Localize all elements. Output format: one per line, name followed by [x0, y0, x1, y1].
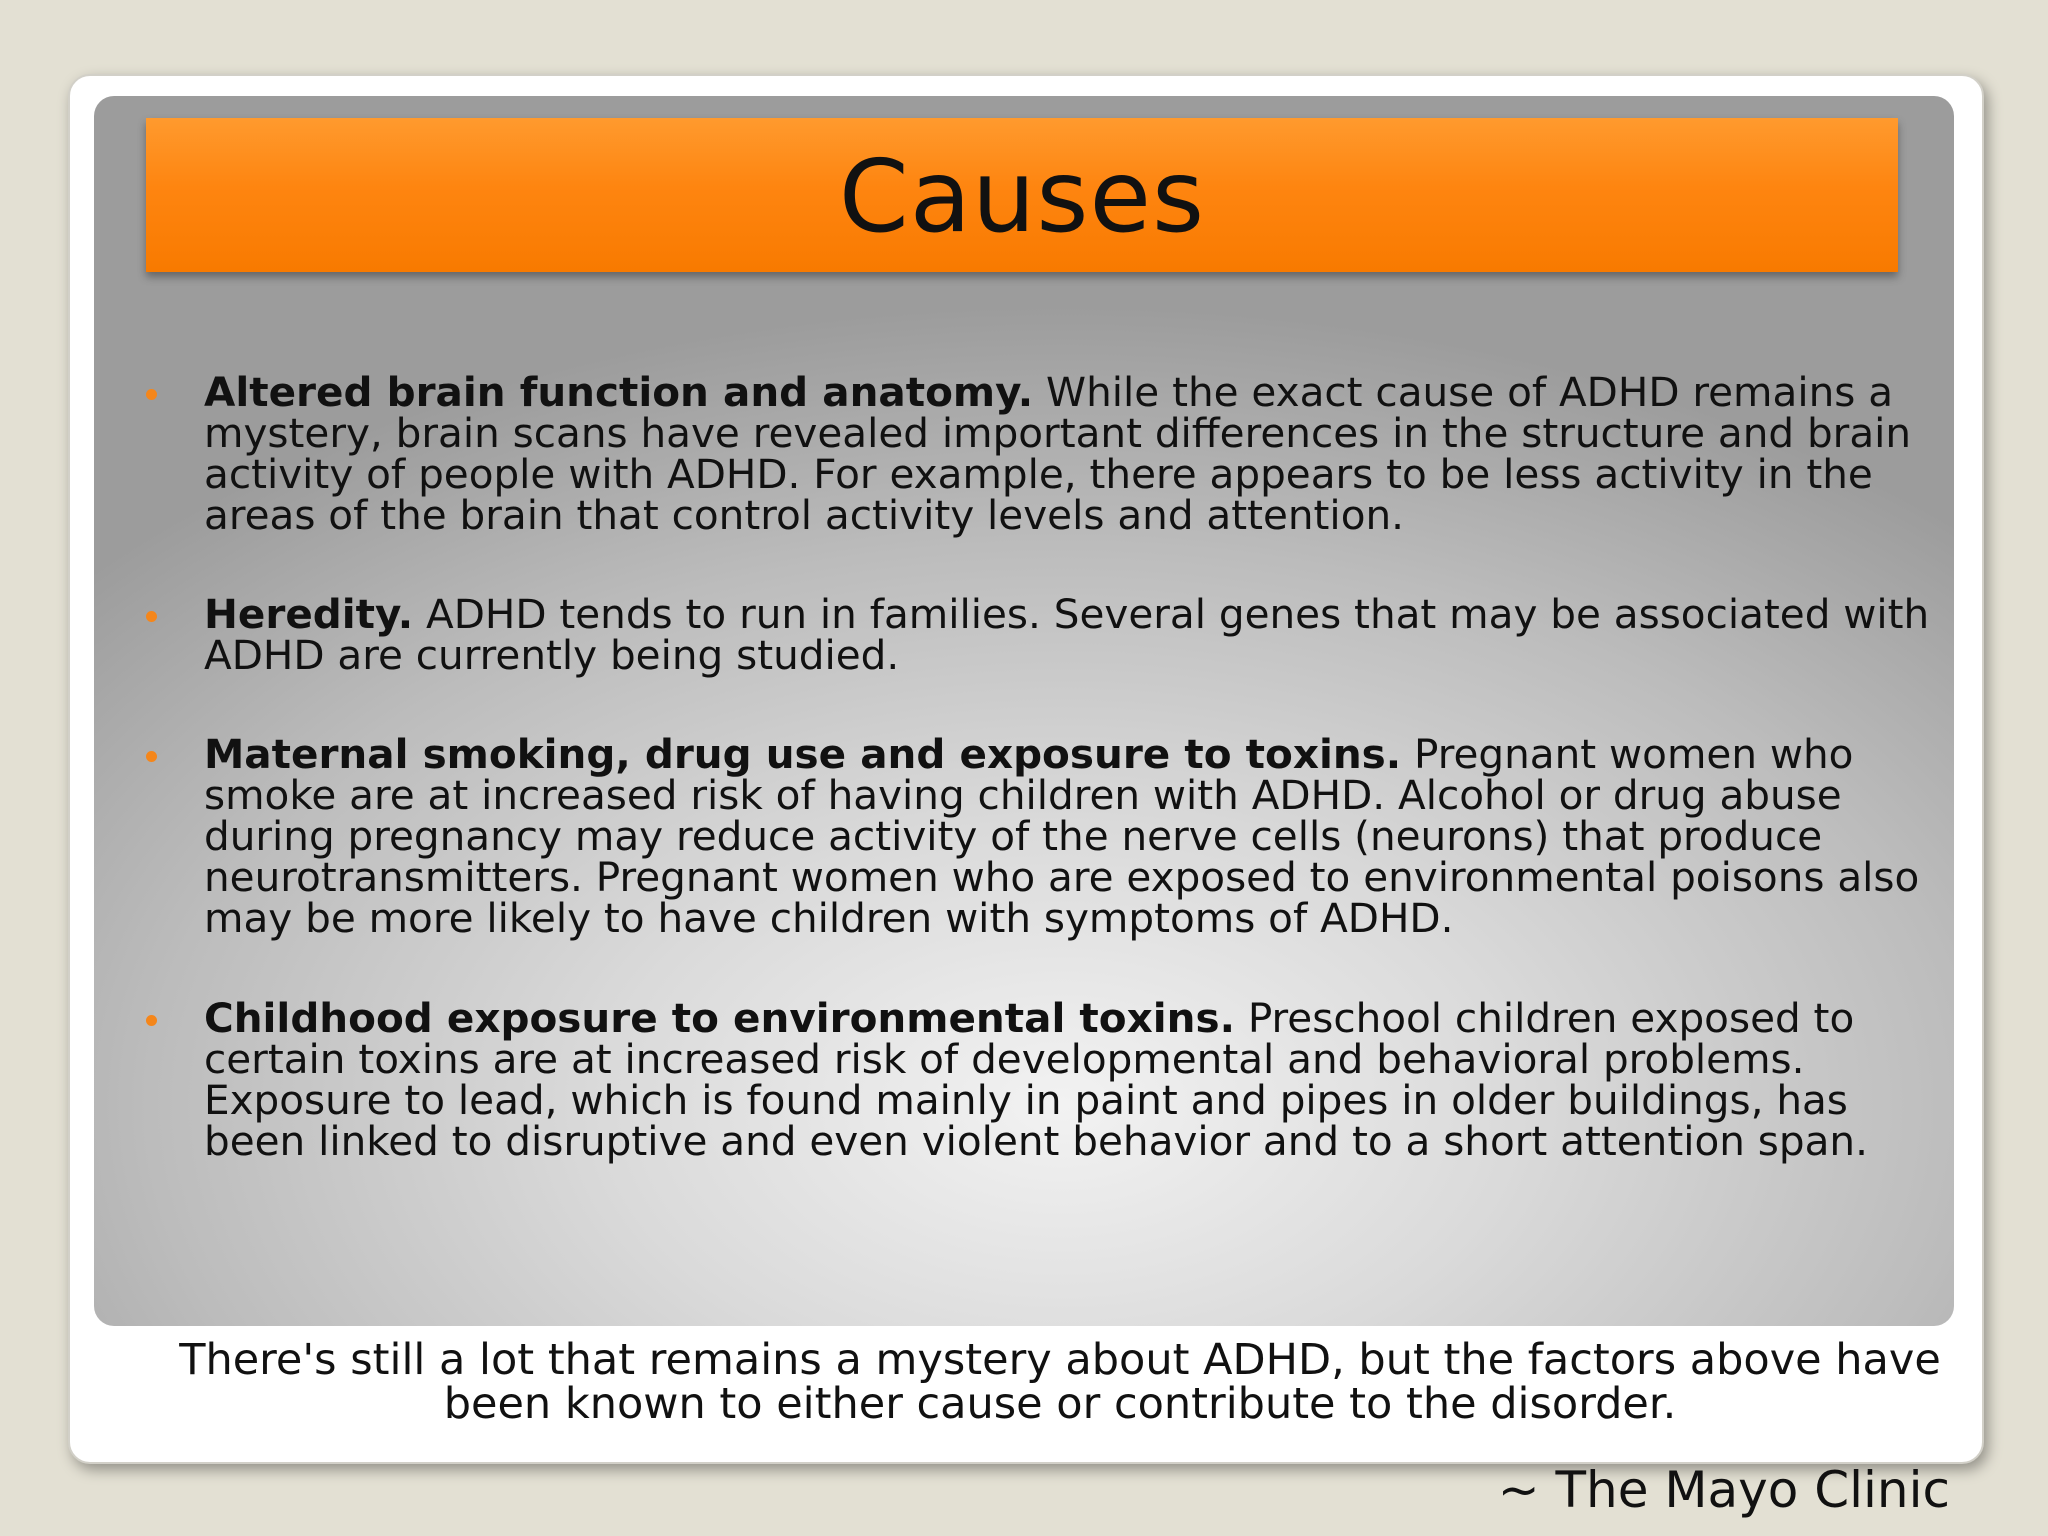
bullet-text: While the exact cause of ADHD remains a mystery, brain scans have revealed important differences in the structure and brain activity of people with ADHD. For example, there appears to be less activity in the areas of the brain that control activity levels and attention. — [204, 368, 1912, 539]
bullet-heading: Childhood exposure to environmental toxins. — [204, 994, 1235, 1042]
list-item-heredity — [140, 590, 1930, 679]
causes-list — [140, 368, 1930, 1165]
list-item-childhood-exposure — [140, 994, 1930, 1165]
bullet-heading: Heredity. — [204, 590, 414, 638]
attribution: ~ The Mayo Clinic — [1497, 1461, 1950, 1519]
bullet-dot-icon — [146, 1015, 157, 1026]
bullet-text: Pregnant women who smoke are at increased risk of having children with ADHD. Alcohol or drug abuse during pregnancy may reduce activity of the nerve cells (neurons) that produce neurotransmitters. Pregnant women who are exposed to environmental poisons also may be more likely to have children with symptoms of ADHD. — [204, 730, 1920, 942]
bullet-text: Preschool children exposed to certain toxins are at increased risk of developmental and behavioral problems. Exposure to lead, which is found mainly in paint and pipes in older buildings, has been linked to disruptive and even violent behavior and to a short attention span. — [204, 994, 1868, 1165]
bullet-dot-icon — [146, 611, 157, 622]
bullet-heading: Altered brain function and anatomy. — [204, 368, 1034, 416]
title-bar — [146, 118, 1898, 272]
footer-note: There's still a lot that remains a mystery about ADHD, but the factors above have been known to either cause or contribute to the disorder. — [179, 1335, 1941, 1429]
slide-title: Causes — [838, 138, 1206, 255]
bullet-text: ADHD tends to run in families. Several genes that may be associated with ADHD are currently being studied. — [204, 590, 1930, 679]
bullet-dot-icon — [146, 751, 157, 762]
list-item-maternal-smoking — [140, 730, 1930, 942]
bullet-heading: Maternal smoking, drug use and exposure to toxins. — [204, 730, 1402, 778]
list-item-brain-function — [140, 368, 1930, 539]
bullet-dot-icon — [146, 389, 157, 400]
